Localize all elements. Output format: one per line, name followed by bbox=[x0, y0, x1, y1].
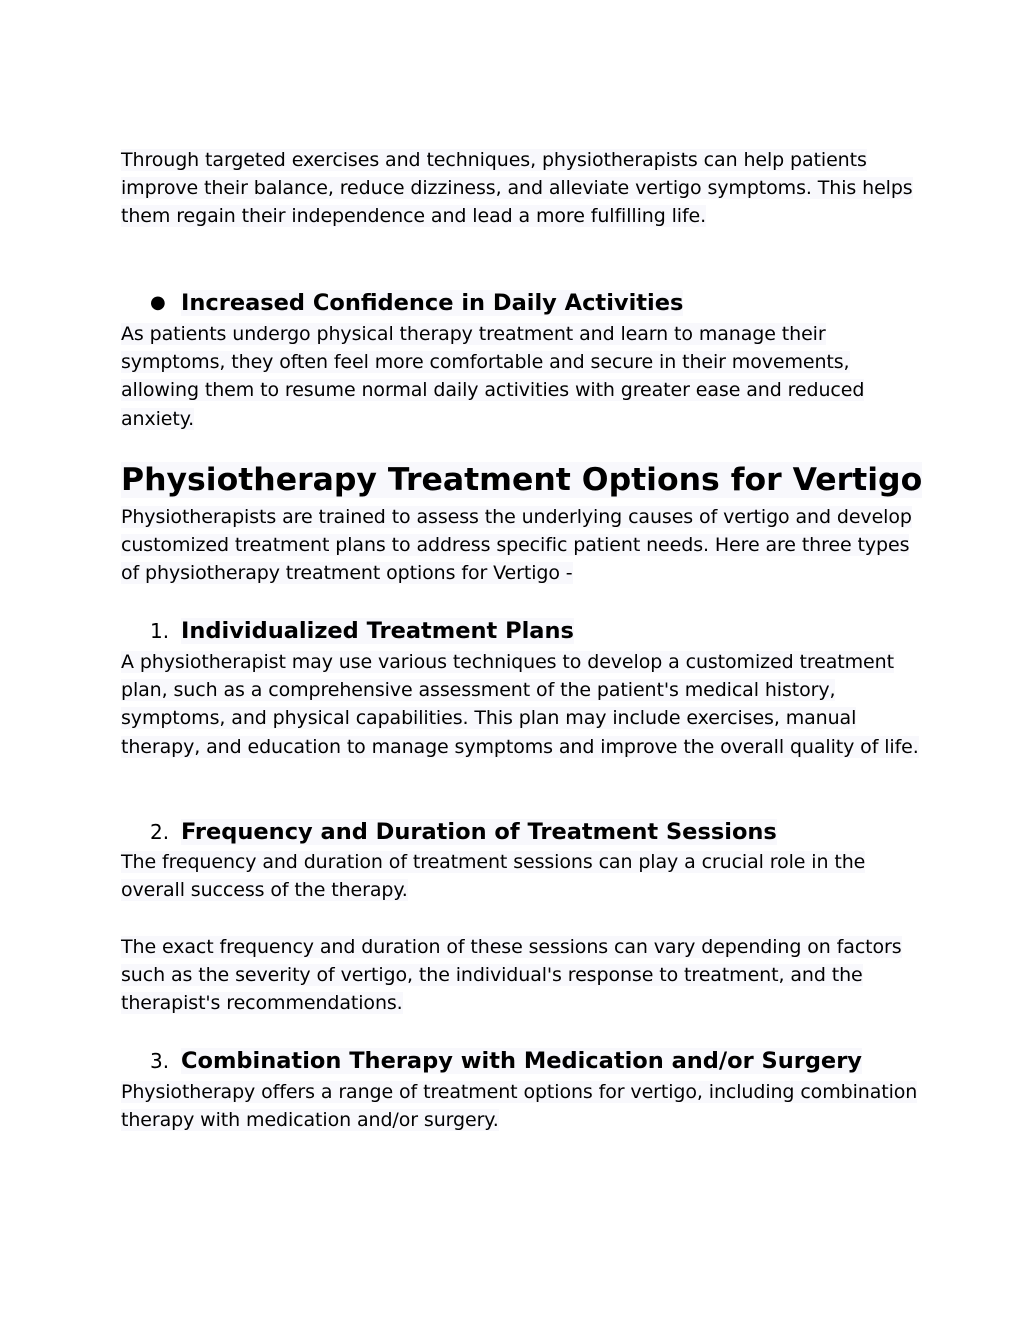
item-3-paragraph: Physiotherapy offers a range of treatment options for vertigo, including combination therapy with medication and/or surgery. bbox=[121, 1081, 918, 1132]
item-3-heading-text: Combination Therapy with Medication and/or Surgery bbox=[181, 1048, 862, 1074]
item-2-heading-text: Frequency and Duration of Treatment Sessions bbox=[181, 819, 777, 845]
confidence-paragraph: As patients undergo physical therapy treatment and learn to manage their symptoms, they often feel more comfortable and secure in their movements, allowing them to resume normal daily activities with greater ease and reduced anxiety. bbox=[121, 323, 865, 430]
confidence-heading bbox=[150, 288, 683, 320]
confidence-heading-text: Increased Confidence in Daily Activities bbox=[181, 290, 684, 316]
item-2-paragraph-1: The frequency and duration of treatment sessions can play a crucial role in the overall success of the therapy. bbox=[121, 851, 866, 902]
bullet-marker: ● bbox=[150, 292, 166, 313]
item-2-paragraph-2: The exact frequency and duration of these sessions can vary depending on factors such as the severity of vertigo, the individual's response to treatment, and the therapist's recommendations. bbox=[121, 936, 902, 1015]
intro-paragraph: Through targeted exercises and techniques, physiotherapists can help patients improve their balance, reduce dizziness, and alleviate vertigo symptoms. This helps them regain their independence and lead a more fulfilling life. bbox=[121, 149, 913, 228]
item-3-heading bbox=[150, 1046, 862, 1076]
item-1-heading-text: Individualized Treatment Plans bbox=[181, 618, 574, 644]
treatment-options-heading: Physiotherapy Treatment Options for Vertigo bbox=[121, 462, 923, 498]
item-1-number: 1. bbox=[150, 619, 170, 643]
item-2-number: 2. bbox=[150, 820, 170, 844]
item-2-heading bbox=[150, 817, 777, 847]
item-1-heading bbox=[150, 616, 574, 646]
item-1-paragraph: A physiotherapist may use various techniques to develop a customized treatment plan, such as a comprehensive assessment of the patient's medical history, symptoms, and physical capabilities. This plan may include exercises, manual therapy, and education to manage symptoms and improve the overall quality of life. bbox=[121, 651, 919, 758]
treatment-options-paragraph: Physiotherapists are trained to assess the underlying causes of vertigo and develop customized treatment plans to address specific patient needs. Here are three types of physiotherapy treatment options for Vertigo - bbox=[121, 506, 912, 585]
item-3-number: 3. bbox=[150, 1049, 170, 1073]
